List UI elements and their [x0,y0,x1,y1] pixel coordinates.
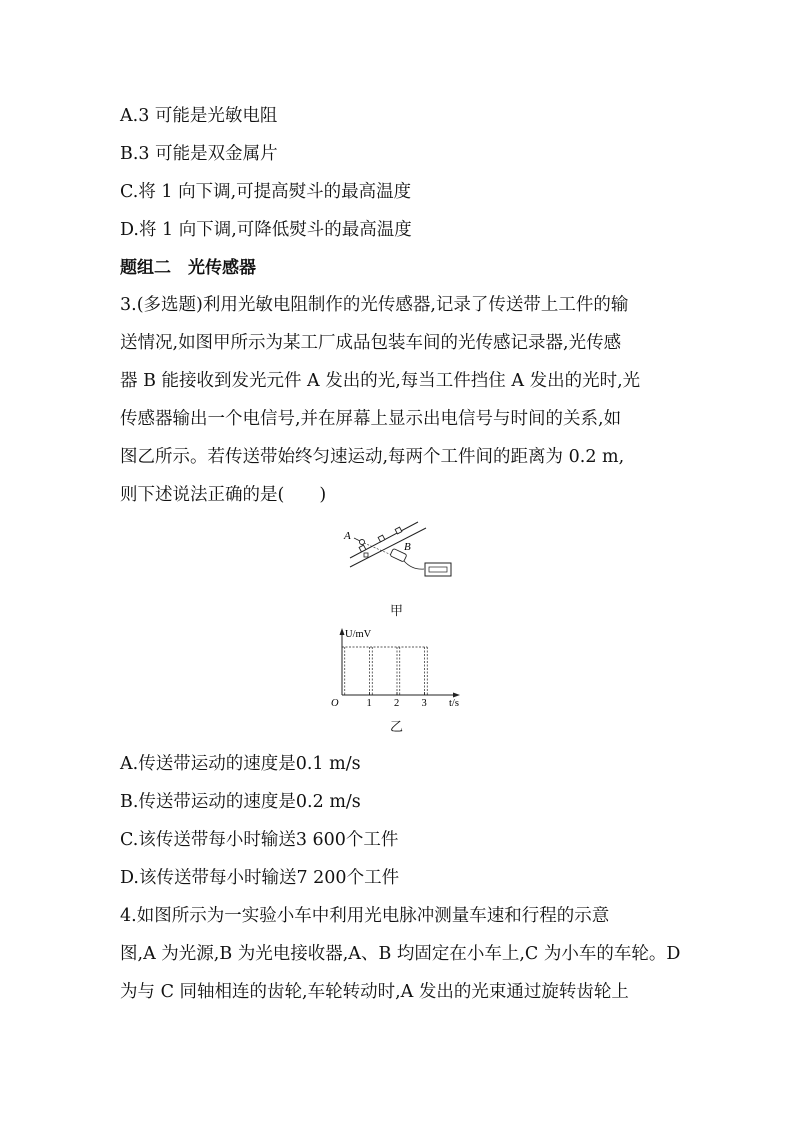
q4-stem-line-2: 图,A 为光源,B 为光电接收器,A、B 均固定在小车上,C 为小车的车轮。D [120,944,681,964]
conveyor-figure [336,520,461,582]
q3-stem-line-5: 图乙所示。若传送带始终匀速运动,每两个工件间的距离为 0.2 m, [120,447,625,467]
q3-option-c: C.该传送带每小时输送3 600个工件 [120,830,399,850]
q3-stem-line-6: 则下述说法正确的是( ) [120,485,327,505]
q2-option-a: A.3 可能是光敏电阻 [120,106,278,126]
label-a: A [344,530,351,542]
x-tick-label-1: 1 [366,698,372,709]
label-b: B [404,541,411,553]
q3-option-a: A.传送带运动的速度是0.1 m/s [120,754,361,774]
x-tick-label-2: 2 [394,698,400,709]
q3-stem-line-4: 传感器输出一个电信号,并在屏幕上显示出电信号与时间的关系,如 [120,409,622,429]
q3-stem-line-1: 3.(多选题)利用光敏电阻制作的光传感器,记录了传送带上工件的输 [120,295,629,315]
chart-origin: O [331,698,339,709]
pulse-chart [328,627,468,709]
q2-option-d: D.将 1 向下调,可降低熨斗的最高温度 [120,220,412,240]
q2-option-c: C.将 1 向下调,可提高熨斗的最高温度 [120,182,412,202]
q3-option-b: B.传送带运动的速度是0.2 m/s [120,792,361,812]
figure2-caption: 乙 [390,720,404,735]
q2-option-b: B.3 可能是双金属片 [120,144,278,164]
section-heading: 题组二 光传感器 [120,258,256,278]
x-tick-label-3: 3 [421,698,427,709]
q4-stem-line-1: 4.如图所示为一实验小车中利用光电脉冲测量车速和行程的示意 [120,906,610,926]
q4-stem-line-3: 为与 C 同轴相连的齿轮,车轮转动时,A 发出的光束通过旋转齿轮上 [120,982,629,1002]
chart-ylabel: U/mV [345,629,372,640]
q3-stem-line-3: 器 B 能接收到发光元件 A 发出的光,每当工件挡住 A 发出的光时,光 [120,371,641,391]
q3-stem-line-2: 送情况,如图甲所示为某工厂成品包装车间的光传感记录器,光传感 [120,333,622,353]
chart-xlabel: t/s [449,698,459,709]
figure1-caption: 甲 [390,604,404,619]
q3-option-d: D.该传送带每小时输送7 200个工件 [120,868,400,888]
